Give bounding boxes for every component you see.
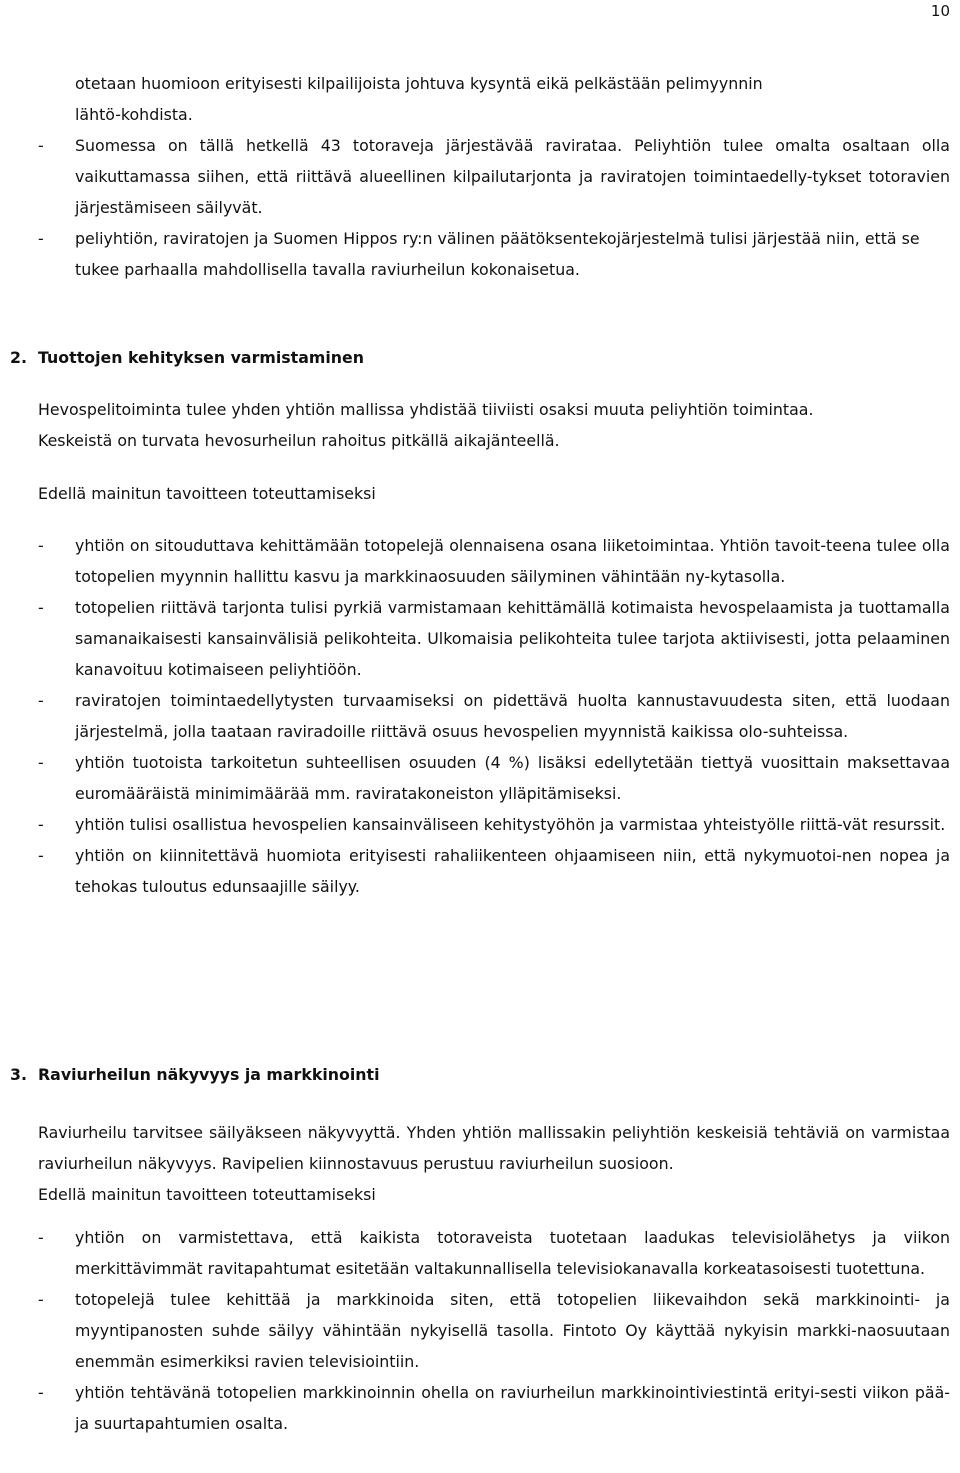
section-2-body	[0, 394, 960, 456]
paragraph: Raviurheilu tarvitsee säilyäkseen näkyvyyttä. Yhden yhtiön mallissakin peliyhtiön keskeisiä tehtäviä on varmistaa raviurheilun näkyvyys. Ravipelien kiinnostavuus perustuu raviurheilun suosioon.	[38, 1123, 950, 1173]
lead-text: Edellä mainitun tavoitteen toteuttamiseksi	[38, 484, 376, 503]
list-item	[0, 747, 960, 809]
list-item	[0, 1222, 960, 1284]
list-item	[0, 1284, 960, 1377]
section-2-list	[0, 530, 960, 902]
list-item	[0, 1377, 960, 1439]
section-heading	[0, 1059, 960, 1090]
list-item	[0, 130, 960, 223]
bullet-dash: -	[38, 691, 44, 710]
bullet-dash: -	[38, 753, 44, 772]
bullet-dash: -	[38, 598, 44, 617]
section-3	[0, 1059, 960, 1090]
bullet-dash: -	[38, 536, 44, 555]
list-item-text: yhtiön tulisi osallistua hevospelien kansainväliseen kehitystyöhön ja varmistaa yhteistyölle riittä-vät resurssit.	[75, 815, 946, 834]
list-item	[0, 840, 960, 902]
section-heading	[0, 342, 960, 373]
section-2	[0, 342, 960, 373]
intro-section	[0, 68, 960, 285]
list-item	[0, 685, 960, 747]
section-3-body	[0, 1117, 960, 1210]
list-item-text: yhtiön on sitouduttava kehittämään totopelejä olennaisena osana liiketoimintaa. Yhtiön tavoit-teena tulee olla totopelien myynnin hallittu kasvu ja markkinaosuuden säilyminen vähintään ny-kytasolla.	[75, 536, 950, 586]
intro-continuation: otetaan huomioon erityisesti kilpailijoista johtuva kysyntä eikä pelkästään pelimyynnin lähtö-kohdista.	[75, 74, 763, 124]
section-3-list	[0, 1222, 960, 1439]
section-number: 3.	[10, 1065, 27, 1084]
list-item-text: peliyhtiön, raviratojen ja Suomen Hippos ry:n välinen päätöksentekojärjestelmä tulisi järjestää niin, että se tukee parhaalla mahdollisella tavalla raviurheilun kokonaisetua.	[75, 229, 920, 279]
bullet-dash: -	[38, 136, 44, 155]
list-item-text: totopelien riittävä tarjonta tulisi pyrkiä varmistamaan kehittämällä kotimaista hevospelaamista ja tuottamalla samanaikaisesti kansainvälisiä pelikohteita. Ulkomaisia pelikohteita tulee tarjota aktiivisesti, jotta pelaaminen kanavoituu kotimaiseen peliyhtiöön.	[75, 598, 950, 679]
list-item-text: totopelejä tulee kehittää ja markkinoida siten, että totopelien liikevaihdon sekä markkinointi- ja myyntipanosten suhde säilyy vähintään nykyisellä tasolla. Fintoto Oy käyttää nykyisin markki-naosuutaan enemmän esimerkiksi ravien televisiointiin.	[75, 1290, 950, 1371]
list-item-text: yhtiön on varmistettava, että kaikista totoraveista tuotetaan laadukas televisiolähetys ja viikon merkittävimmät ravitapahtumat esitetään valtakunnallisella televisiokanavalla korkeatasoisesti tuotettuna.	[75, 1228, 950, 1278]
list-item-text: raviratojen toimintaedellytysten turvaamiseksi on pidettävä huolta kannustavuudesta siten, että luodaan järjestelmä, jolla taataan raviradoille riittävä osuus hevospelien myynnistä kaikissa olo-suhteissa.	[75, 691, 950, 741]
bullet-dash: -	[38, 1228, 44, 1247]
section-title: Tuottojen kehityksen varmistaminen	[38, 348, 364, 367]
list-item-text: yhtiön tuotoista tarkoitetun suhteellisen osuuden (4 %) lisäksi edellytetään tiettyä vuosittain maksettavaa euromääräistä minimimäärää mm. raviratakoneiston ylläpitämiseksi.	[75, 753, 950, 803]
paragraph-line: Keskeistä on turvata hevosurheilun rahoitus pitkällä aikajänteellä.	[38, 431, 560, 450]
paragraph-line: Hevospelitoiminta tulee yhden yhtiön mallissa yhdistää tiiviisti osaksi muuta peliyhtiön toimintaa.	[38, 400, 814, 419]
lead-text: Edellä mainitun tavoitteen toteuttamiseksi	[38, 1185, 376, 1204]
list-item-text: yhtiön tehtävänä totopelien markkinoinnin ohella on raviurheilun markkinointiviestintä erityi-sesti viikon pää- ja suurtapahtumien osalta.	[75, 1383, 950, 1433]
page-number: 10	[930, 2, 950, 20]
section-title: Raviurheilun näkyvyys ja markkinointi	[38, 1065, 380, 1084]
bullet-dash: -	[38, 815, 44, 834]
list-item-text: yhtiön on kiinnitettävä huomiota erityisesti rahaliikenteen ohjaamiseen niin, että nykymuotoi-nen nopea ja tehokas tuloutus edunsaajille säilyy.	[75, 846, 950, 896]
section-2-lead	[0, 478, 960, 509]
list-item	[0, 809, 960, 840]
list-item	[0, 592, 960, 685]
bullet-dash: -	[38, 229, 44, 248]
bullet-dash: -	[38, 1290, 44, 1309]
list-item	[0, 223, 960, 285]
bullet-dash: -	[38, 1383, 44, 1402]
section-number: 2.	[10, 348, 27, 367]
list-item	[0, 530, 960, 592]
bullet-dash: -	[38, 846, 44, 865]
list-item-text: Suomessa on tällä hetkellä 43 totoraveja järjestävää ravirataa. Peliyhtiön tulee omalta osaltaan olla vaikuttamassa siihen, että riittävä alueellinen kilpailutarjonta ja raviratojen toimintaedelly-tykset totoravien järjestämiseen säilyvät.	[75, 136, 950, 217]
